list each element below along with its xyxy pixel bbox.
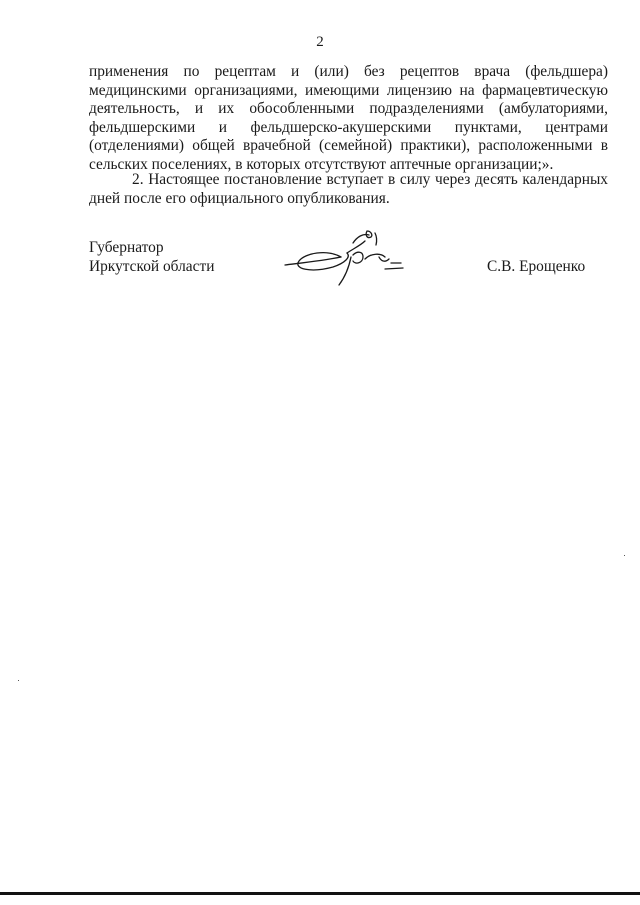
paragraph-continuation bbox=[89, 63, 608, 174]
text-line: дней после его официального опубликования. bbox=[89, 189, 390, 207]
text-line: сельских поселениях, в которых отсутствуют аптечные организации;». bbox=[89, 155, 554, 173]
signatory-position-line1: Губернатор bbox=[89, 239, 164, 256]
text-line: 2. Настоящее постановление вступает в силу через десять календарных bbox=[132, 171, 608, 188]
text-line: фельдшерскими и фельдшерско-акушерскими пунктами, центрами bbox=[89, 118, 608, 136]
text-line: деятельность, и их обособленными подразделениями (амбулаториями, bbox=[89, 100, 608, 117]
text-line: медицинскими организациями, имеющими лицензию на фармацевтическую bbox=[89, 81, 608, 99]
signatory-name: С.В. Ерощенко bbox=[487, 257, 586, 275]
page-number: 2 bbox=[316, 34, 324, 50]
paragraph-effective-date bbox=[89, 171, 608, 208]
scan-speck bbox=[624, 555, 625, 556]
signatory-position bbox=[89, 239, 214, 276]
signature-block bbox=[89, 239, 608, 299]
scan-bottom-edge bbox=[0, 892, 640, 895]
text-line: (отделениями) общей врачебной (семейной) практики), расположенными в bbox=[89, 137, 608, 154]
handwritten-signature bbox=[281, 227, 411, 289]
text-line: применения по рецептам и (или) без рецептов врача (фельдшера) bbox=[89, 63, 608, 80]
scan-speck bbox=[18, 680, 19, 681]
signatory-position-line2: Иркутской области bbox=[89, 257, 215, 275]
